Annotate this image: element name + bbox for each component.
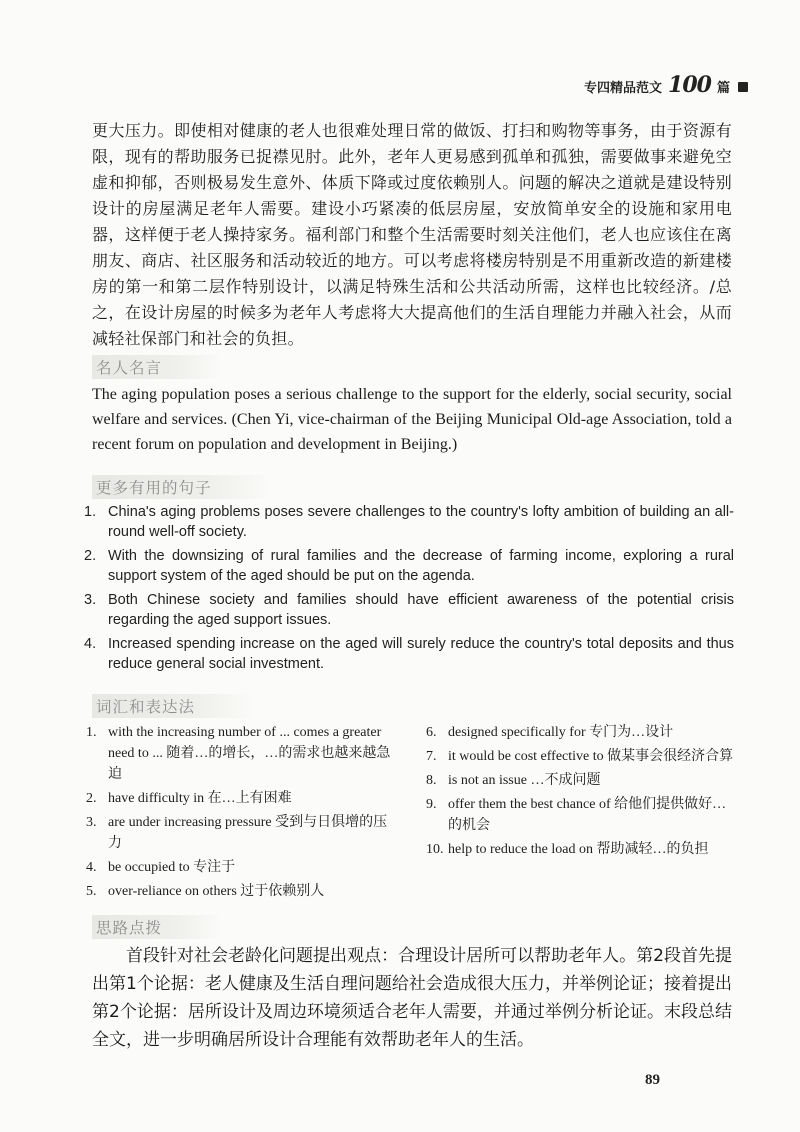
page-number: 89 <box>645 1072 660 1088</box>
section-heading-vocab: 词汇和表达法 <box>92 694 255 718</box>
section-heading-analysis: 思路点拨 <box>92 915 222 939</box>
list-item <box>84 634 734 674</box>
item-text: designed specifically for 专门为…设计 <box>448 725 674 740</box>
list-item <box>426 839 736 860</box>
header-number: 100 <box>668 72 711 98</box>
section-heading-sentences: 更多有用的句子 <box>92 475 272 499</box>
item-text: over-reliance on others 过于依赖别人 <box>108 884 325 899</box>
item-text: is not an issue …不成问题 <box>448 773 601 788</box>
item-number: 4. <box>84 636 97 652</box>
section-heading-quote: 名人名言 <box>92 355 222 379</box>
list-item <box>86 722 396 785</box>
item-text: be occupied to 专注于 <box>108 860 236 875</box>
item-text: have difficulty in 在…上有困难 <box>108 791 292 806</box>
item-number: 3. <box>86 815 97 830</box>
item-number: 5. <box>86 884 97 899</box>
list-item <box>84 590 734 630</box>
list-item <box>426 770 736 791</box>
item-text: with the increasing number of ... comes a greater need to ... 随着…的增长，…的需求也越来越急迫 <box>108 725 391 782</box>
list-item <box>84 546 734 586</box>
list-item <box>426 746 736 767</box>
list-item <box>86 788 396 809</box>
item-text: With the downsizing of rural families and the decrease of farming income, exploring a rural support system of the aged should be put on the agenda. <box>108 548 734 584</box>
item-text: it would be cost effective to 做某事会很经济合算 <box>448 749 734 764</box>
intro-paragraph: 更大压力。即使相对健康的老人也很难处理日常的做饭、打扫和购物等事务，由于资源有限，现有的帮助服务已捉襟见肘。此外，老年人更易感到孤单和孤独，需要做事来避免空虚和抑郁，否则极易发生意外、体质下降或过度依赖别人。问题的解决之道就是建设特别设计的房屋满足老年人需要。建设小巧紧凑的低层房屋，安放简单安全的设施和家用电器，这样便于老人操持家务。福利部门和整个生活需要时刻关注他们，老人也应该住在离朋友、商店、社区服务和活动较近的地方。可以考虑将楼房特别是不用重新改造的新建楼房的第一和第二层作特别设计，以满足特殊生活和公共活动所需，这样也比较经济。/总之，在设计房屋的时候多为老年人考虑将大大提高他们的生活自理能力并融入社会，从而减轻社保部门和社会的负担。 <box>92 121 732 348</box>
item-number: 2. <box>84 548 97 564</box>
vocab-list-right <box>426 722 736 863</box>
list-item <box>86 857 396 878</box>
item-text: offer them the best chance of 给他们提供做好…的机会 <box>448 797 727 833</box>
list-item <box>426 794 736 836</box>
item-text: Both Chinese society and families should have efficient awareness of the potential crisis regarding the aged support issues. <box>108 592 734 628</box>
list-item <box>86 881 396 902</box>
item-number: 1. <box>86 725 97 740</box>
item-number: 3. <box>84 592 97 608</box>
item-number: 4. <box>86 860 97 875</box>
item-text: Increased spending increase on the aged will surely reduce the country's total deposits and thus reduce general social investment. <box>108 636 734 672</box>
sentence-list <box>84 502 734 678</box>
item-text: are under increasing pressure 受到与日俱增的压力 <box>108 815 388 851</box>
item-number: 7. <box>426 749 437 764</box>
item-number: 6. <box>426 725 437 740</box>
item-text: China's aging problems poses severe challenges to the country's lofty ambition of building an all-round well-off society. <box>108 504 734 540</box>
item-number: 8. <box>426 773 437 788</box>
analysis-paragraph: 首段针对社会老龄化问题提出观点：合理设计居所可以帮助老年人。第2段首先提出第1个论据：老人健康及生活自理问题给社会造成很大压力，并举例论证；接着提出第2个论据：居所设计及周边环境须适合老年人需要，并通过举例分析论证。末段总结全文，进一步明确居所设计合理能有效帮助老年人的生活。 <box>92 946 732 1050</box>
item-number: 2. <box>86 791 97 806</box>
header-mark-icon <box>738 82 748 92</box>
item-text: help to reduce the load on 帮助减轻…的负担 <box>448 842 709 857</box>
list-item <box>84 502 734 542</box>
list-item <box>86 812 396 854</box>
item-number: 9. <box>426 797 437 812</box>
list-item <box>426 722 736 743</box>
item-number: 10. <box>426 842 444 857</box>
vocab-list-left <box>86 722 396 905</box>
quote-paragraph: The aging population poses a serious challenge to the support for the elderly, social security, social welfare and services. (Chen Yi, vice-chairman of the Beijing Municipal Old-age Association, told a recent forum on population and development in Beijing.) <box>92 386 732 453</box>
header-title: 专四精品范文 <box>584 81 663 96</box>
item-number: 1. <box>84 504 97 520</box>
header-suffix: 篇 <box>716 81 730 96</box>
running-header <box>584 72 748 98</box>
